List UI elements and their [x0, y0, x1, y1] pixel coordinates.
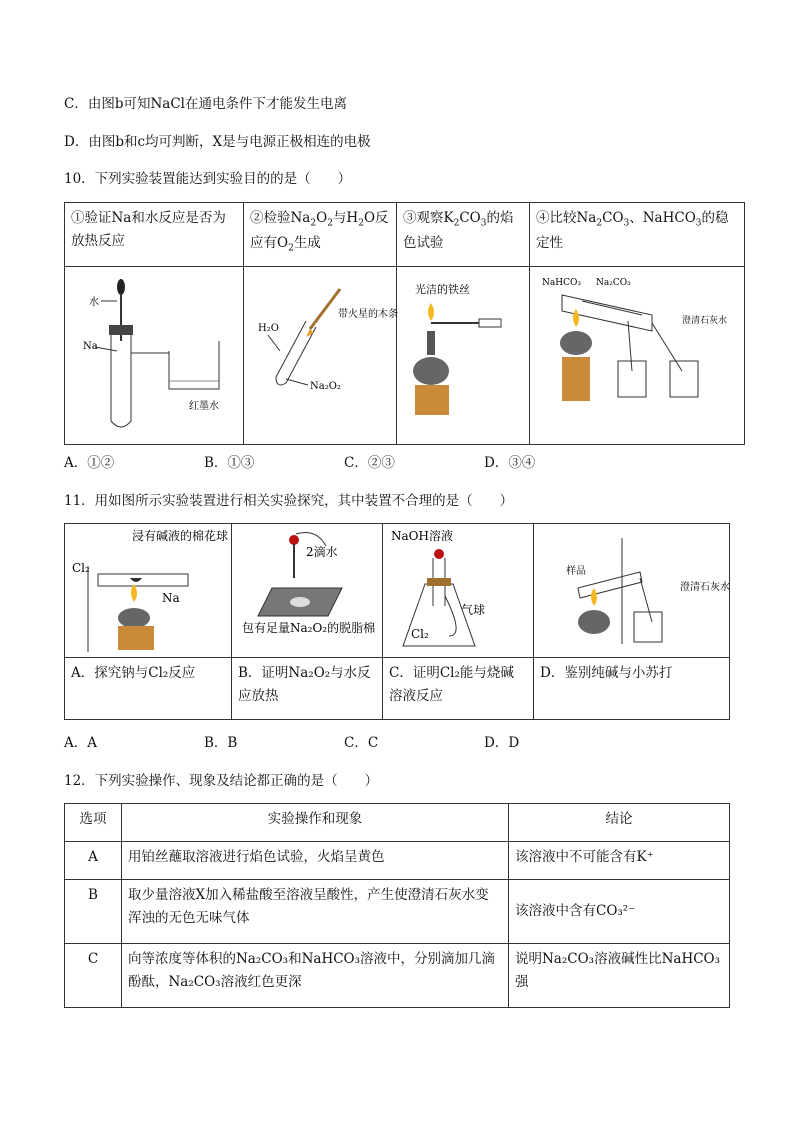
q11-caption-d: D．鉴别纯碱与小苏打	[534, 658, 730, 720]
fig-label-naoh: NaOH溶液	[391, 528, 453, 543]
q12-header-conclusion: 结论	[509, 804, 730, 842]
fig-label-na2o2: Na₂O₂	[310, 380, 341, 392]
q10-option-a[interactable]: A．①②	[64, 455, 115, 471]
fig-label-water: 水	[89, 296, 99, 308]
q10-figure-1	[65, 267, 244, 445]
q10-figure-2	[244, 267, 397, 445]
q10-option-c[interactable]: C．②③	[344, 455, 395, 471]
q11-figure-b	[232, 524, 383, 658]
q10-table	[64, 202, 745, 445]
q11-figure-d	[534, 524, 730, 658]
q11-table	[64, 523, 730, 720]
fig-label-balloon: 气球	[461, 602, 486, 617]
q12-header-option: 选项	[65, 804, 122, 842]
q10-stem: 10．下列实验装置能达到实验目的的是（ ）	[64, 171, 352, 187]
q10-header-3: ③观察$K_2CO_3$的焰色试验	[397, 203, 530, 267]
fig-label-wire: 光洁的铁丝	[415, 282, 470, 296]
q12-stem: 12．下列实验操作、现象及结论都正确的是（ ）	[64, 773, 379, 789]
table-row	[65, 842, 730, 880]
q12-row-c-conclusion: 说明Na₂CO₃溶液碱性比NaHCO₃强	[509, 944, 730, 1008]
q12-row-a-conclusion: 该溶液中不可能含有K⁺	[509, 842, 730, 880]
q12-row-c-option: C	[65, 944, 122, 1008]
q11-caption-c: C．证明Cl₂能与烧碱溶液反应	[383, 658, 534, 720]
fig-label-cover: 包有足量Na₂O₂的脱脂棉	[242, 620, 376, 635]
q12-table	[64, 803, 730, 1008]
q12-row-b-conclusion: 该溶液中含有CO₃²⁻	[509, 880, 730, 944]
q11-caption-a: A．探究钠与Cl₂反应	[65, 658, 232, 720]
q11-option-a[interactable]: A．A	[64, 735, 97, 751]
q11-caption-b: B．证明Na₂O₂与水反应放热	[232, 658, 383, 720]
q11-option-d[interactable]: D．D	[484, 735, 520, 751]
fig-label-ink: 红墨水	[189, 400, 219, 412]
table-row	[65, 880, 730, 944]
q10-header-4: ④比较$Na_2CO_3$、NaHCO$_3$的稳定性	[530, 203, 745, 267]
table-row	[65, 944, 730, 1008]
q12-row-b-option: B	[65, 880, 122, 944]
q11-stem: 11．用如图所示实验装置进行相关实验探究，其中装置不合理的是（ ）	[64, 493, 514, 509]
q10-header-2: ②检验$Na_2O_2$与$H_2O$反应有$O_2$生成	[244, 203, 397, 267]
q12-row-a-operation: 用铂丝蘸取溶液进行焰色试验，火焰呈黄色	[122, 842, 509, 880]
fig-label-cotton: 浸有碱液的棉花球	[132, 528, 229, 543]
fig-label-stick: 带火星的木条	[338, 308, 398, 320]
q11-option-c[interactable]: C．C	[344, 735, 379, 751]
q12-row-c-operation: 向等浓度等体积的Na₂CO₃和NaHCO₃溶液中，分别滴加几滴酚酞，Na₂CO₃溶液红色更深	[122, 944, 509, 1008]
fig-label-cl2-c: Cl₂	[411, 626, 429, 641]
q12-header-operation: 实验操作和现象	[122, 804, 509, 842]
fig-label-na2co3: Na₂CO₃	[596, 277, 631, 288]
q11-options	[64, 731, 624, 751]
q10-figure-4	[530, 267, 745, 445]
fig-label-h2o: H₂O	[258, 322, 279, 334]
fig-label-na: Na	[162, 590, 180, 605]
q10-options	[64, 451, 624, 471]
q10-option-d[interactable]: D．③④	[484, 455, 536, 471]
fig-label-lime: 澄清石灰水	[682, 315, 728, 326]
q11-figure-c	[383, 524, 534, 658]
fig-label-nahco3: NaHCO₃	[542, 277, 581, 288]
q12-row-b-operation: 取少量溶液X加入稀盐酸至溶液呈酸性，产生使澄清石灰水变浑浊的无色无味气体	[122, 880, 509, 944]
fig-label-cl2: Cl₂	[72, 560, 90, 575]
q11-figure-a	[65, 524, 232, 658]
fig-label-na: Na	[83, 340, 98, 352]
q11-option-b[interactable]: B．B	[204, 735, 238, 751]
option-c-q9: C．由图b可知NaCl在通电条件下才能发生电离	[64, 96, 347, 112]
q10-header-1: ①验证Na和水反应是否为放热反应	[65, 203, 244, 267]
fig-label-sample: 样品	[565, 565, 586, 577]
option-d-q9: D．由图b和c均可判断，X是与电源正极相连的电极	[64, 134, 371, 150]
q10-figure-3	[397, 267, 530, 445]
q12-row-a-option: A	[65, 842, 122, 880]
q10-option-b[interactable]: B．①③	[204, 455, 255, 471]
fig-label-lime-d: 澄清石灰水	[679, 581, 730, 593]
fig-label-drops: 2滴水	[306, 544, 338, 559]
